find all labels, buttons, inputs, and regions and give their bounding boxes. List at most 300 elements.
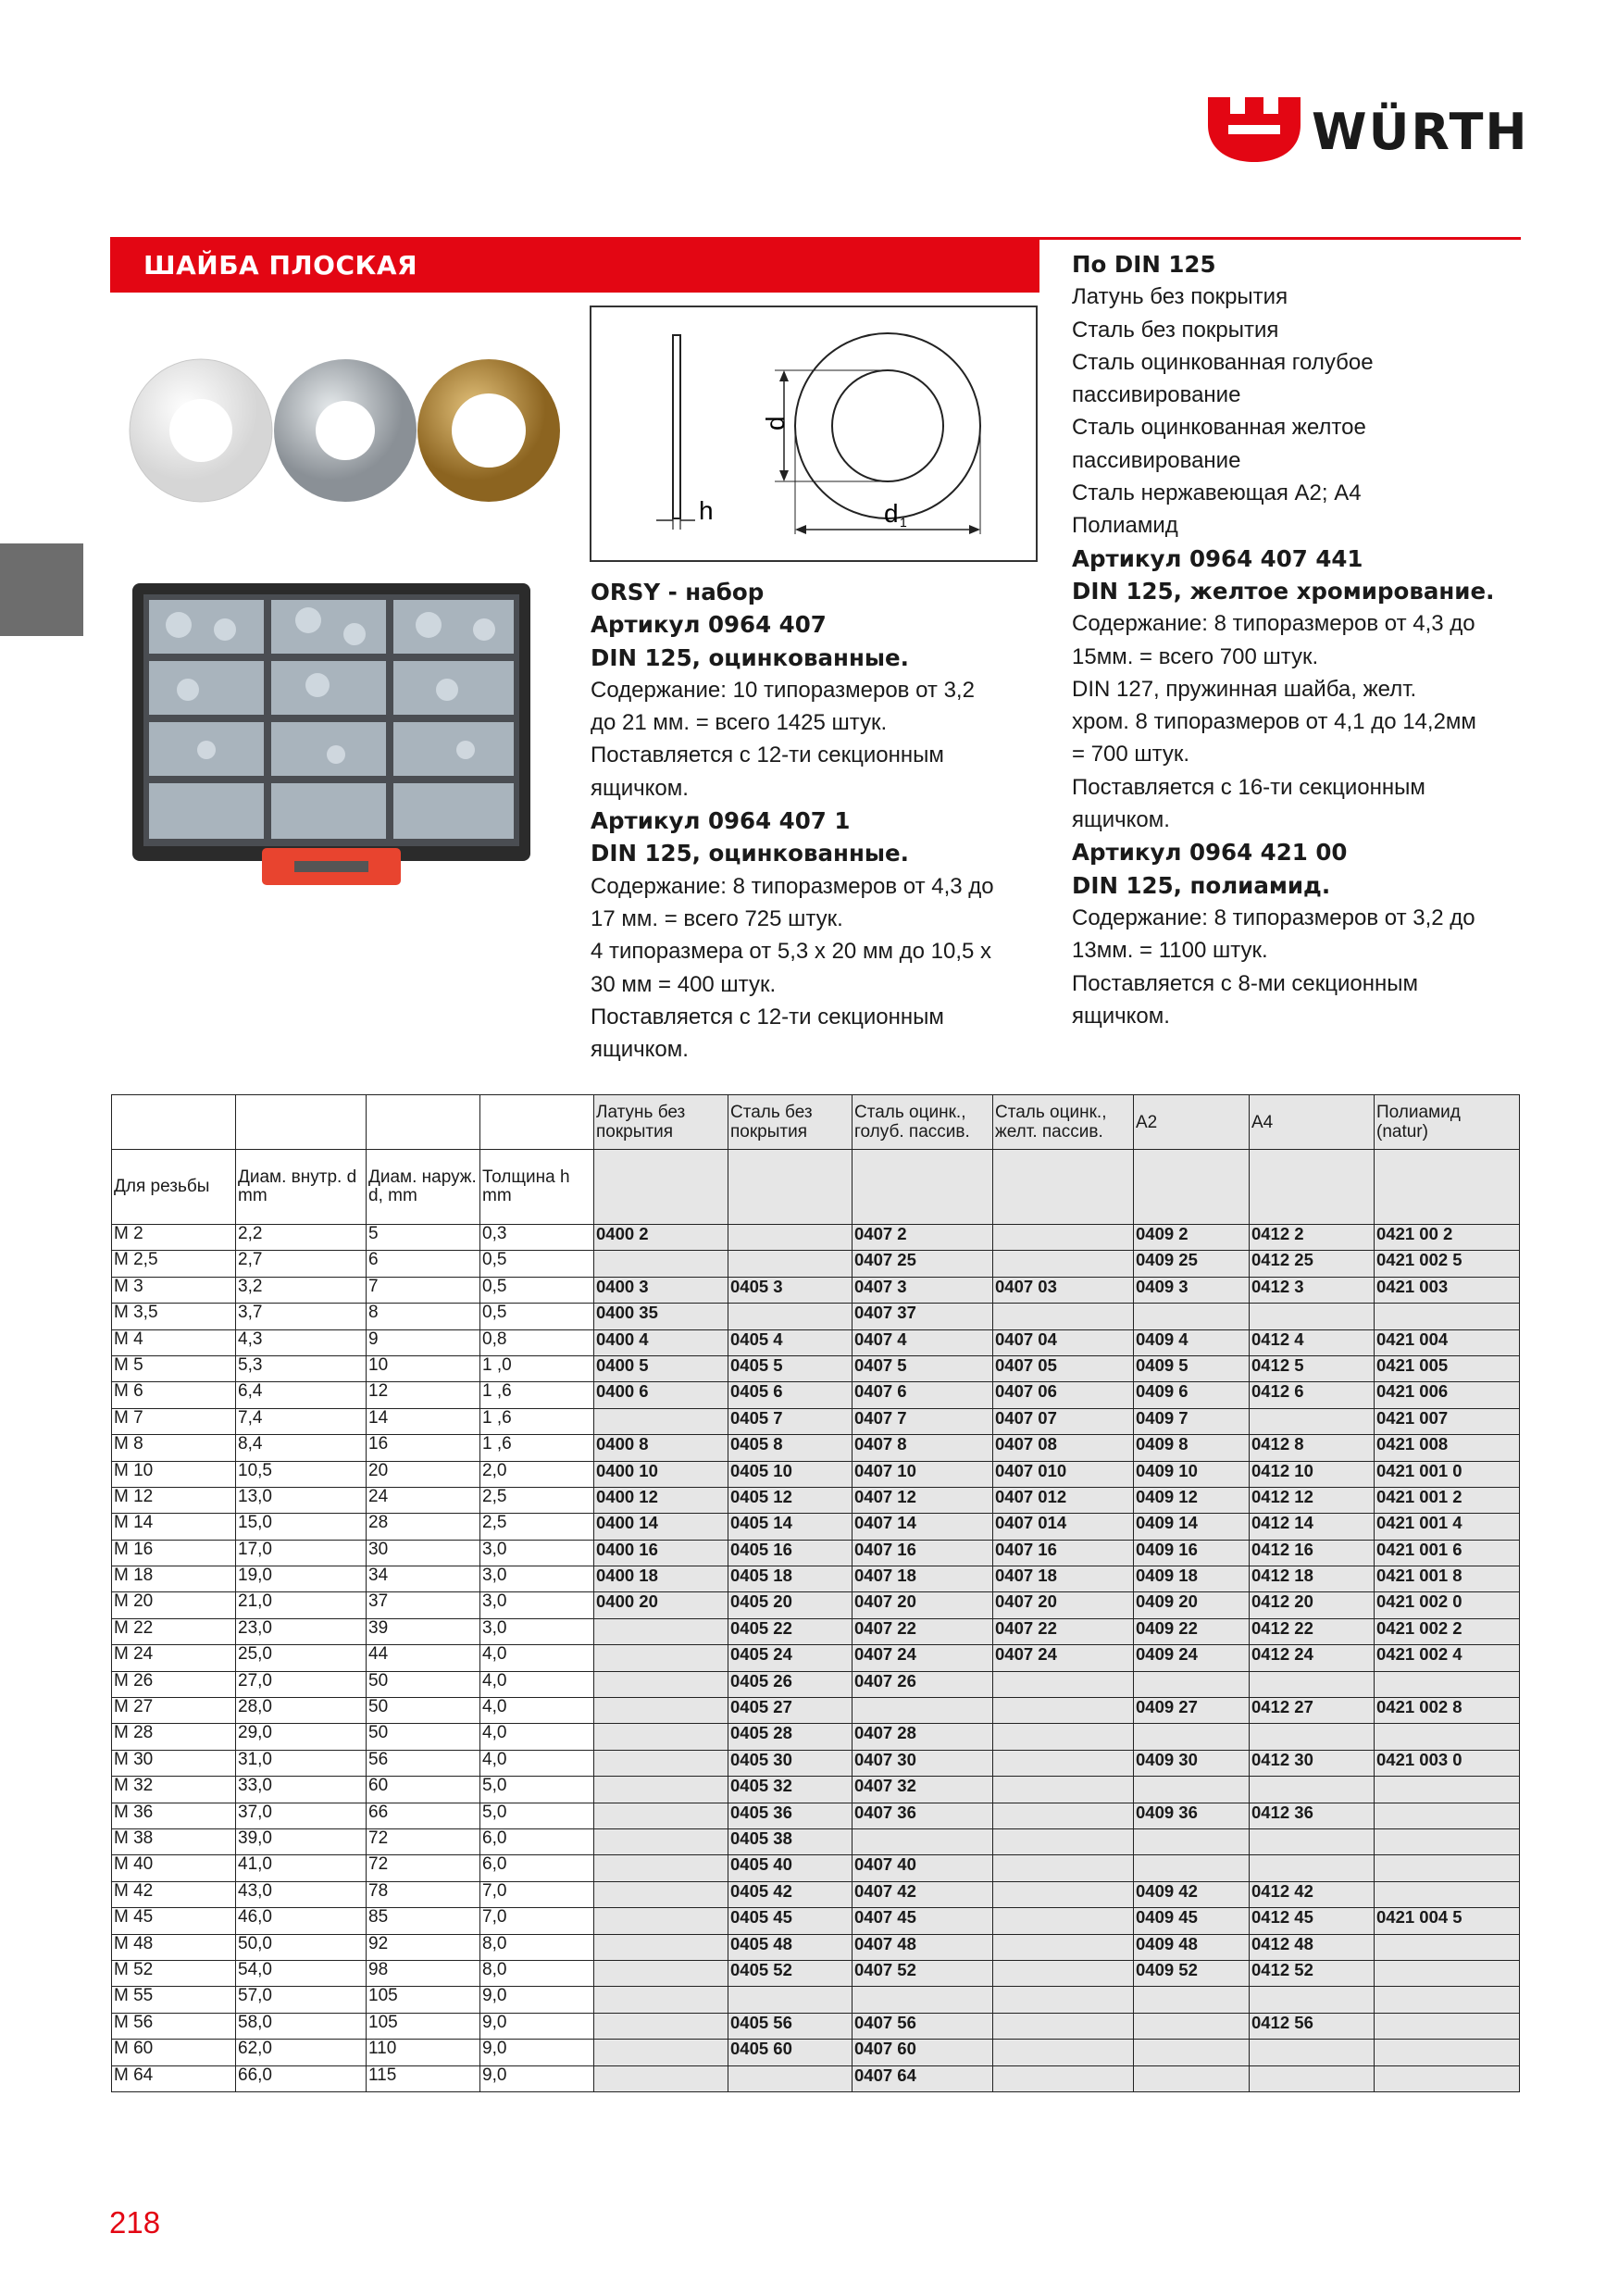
article-number-cell: 0400 4 [594, 1329, 728, 1355]
article-number-cell [993, 1960, 1134, 1986]
dimension-cell: 105 [367, 1987, 480, 2013]
article-number-cell: 0405 24 [728, 1645, 853, 1671]
article-number-cell [1375, 1828, 1520, 1854]
article-number-cell: 0400 10 [594, 1461, 728, 1487]
text-line: пассивирование [1072, 447, 1241, 473]
article-number-cell [1375, 1777, 1520, 1803]
article-number-cell [1134, 1777, 1250, 1803]
article-number-cell [1375, 1960, 1520, 1986]
header-empty-cell [1134, 1150, 1250, 1225]
dimension-cell: 1 ,0 [480, 1355, 594, 1381]
article-number-cell: 0407 22 [853, 1618, 993, 1644]
article-number-cell: 0407 07 [993, 1408, 1134, 1434]
article-number-cell [993, 1671, 1134, 1697]
bold-text-line: Артикул 0964 407 [591, 611, 827, 639]
article-number-cell: 0421 002 8 [1375, 1698, 1520, 1724]
dimension-cell: M 32 [112, 1777, 236, 1803]
dimension-cell: 57,0 [236, 1987, 367, 2013]
dimension-cell: 105 [367, 2013, 480, 2039]
header-empty-cell [112, 1095, 236, 1150]
article-number-cell: 0412 56 [1250, 2013, 1375, 2039]
dimension-cell: M 2 [112, 1225, 236, 1251]
article-number-cell: 0400 20 [594, 1592, 728, 1618]
material-header-cell: Сталь без покрытия [728, 1095, 853, 1150]
article-number-cell: 0407 26 [853, 1671, 993, 1697]
article-number-cell: 0412 27 [1250, 1698, 1375, 1724]
dimension-cell: M 48 [112, 1934, 236, 1960]
dimension-cell: 66 [367, 1803, 480, 1828]
dimension-cell: 33,0 [236, 1777, 367, 1803]
text-line: Полиамид [1072, 513, 1178, 539]
dimension-cell: 44 [367, 1645, 480, 1671]
article-number-cell: 0407 32 [853, 1777, 993, 1803]
table-row [112, 1960, 1520, 1986]
dimension-cell: 2,2 [236, 1225, 367, 1251]
text-line: хром. 8 типоразмеров от 4,1 до 14,2мм [1072, 709, 1476, 735]
dimension-cell: M 10 [112, 1461, 236, 1487]
label-d1: d [884, 499, 899, 528]
article-number-cell: 0412 16 [1250, 1540, 1375, 1566]
text-line: Латунь без покрытия [1072, 284, 1288, 310]
dimension-cell: 110 [367, 2040, 480, 2065]
text-line: = 700 штук. [1072, 742, 1190, 767]
text-line: Поставляется с 16-ти секционным [1072, 774, 1425, 800]
material-header-cell: A2 [1134, 1095, 1250, 1150]
table-row [112, 1724, 1520, 1750]
text-line: 4 типоразмера от 5,3 х 20 мм до 10,5 х [591, 939, 992, 965]
dimension-cell: 78 [367, 1881, 480, 1907]
article-number-cell: 0421 002 0 [1375, 1592, 1520, 1618]
dimension-cell: M 6 [112, 1382, 236, 1408]
dimension-cell: 92 [367, 1934, 480, 1960]
article-number-cell: 0407 18 [853, 1566, 993, 1592]
dimension-cell: M 38 [112, 1828, 236, 1854]
article-number-cell: 0407 3 [853, 1277, 993, 1303]
dimension-cell: 4,0 [480, 1671, 594, 1697]
article-number-cell [1375, 1934, 1520, 1960]
article-number-cell: 0412 48 [1250, 1934, 1375, 1960]
text-line: 15мм. = всего 700 штук. [1072, 643, 1319, 669]
text-line: ящичком. [591, 775, 689, 801]
table-header-row [112, 1150, 1520, 1225]
article-number-cell: 0421 004 [1375, 1329, 1520, 1355]
text-line: Сталь оцинкованная желтое [1072, 415, 1366, 441]
article-number-cell: 0405 10 [728, 1461, 853, 1487]
article-number-cell [594, 1908, 728, 1934]
header-empty-cell [728, 1150, 853, 1225]
article-number-cell: 0421 005 [1375, 1355, 1520, 1381]
article-number-cell: 0421 001 4 [1375, 1514, 1520, 1540]
article-number-cell [993, 1777, 1134, 1803]
article-number-cell: 0409 8 [1134, 1435, 1250, 1461]
bold-text-line: DIN 125, полиамид. [1072, 871, 1331, 899]
dimension-cell: 7,4 [236, 1408, 367, 1434]
dimension-cell: 0,8 [480, 1329, 594, 1355]
dimension-cell: 3,0 [480, 1618, 594, 1644]
article-number-cell [728, 2065, 853, 2091]
table-row [112, 2040, 1520, 2065]
article-number-cell: 0412 4 [1250, 1329, 1375, 1355]
article-number-cell: 0405 32 [728, 1777, 853, 1803]
dimension-cell: 4,0 [480, 1698, 594, 1724]
table-row [112, 1461, 1520, 1487]
dimension-cell: 29,0 [236, 1724, 367, 1750]
article-number-cell: 0407 05 [993, 1355, 1134, 1381]
article-number-cell [1250, 1987, 1375, 2013]
article-number-cell: 0412 24 [1250, 1645, 1375, 1671]
article-number-cell: 0400 12 [594, 1487, 728, 1513]
article-number-cell [993, 1934, 1134, 1960]
article-number-cell [993, 1304, 1134, 1329]
dimension-cell: M 5 [112, 1355, 236, 1381]
article-number-cell: 0405 56 [728, 2013, 853, 2039]
label-h: h [699, 496, 714, 525]
article-number-cell: 0412 18 [1250, 1566, 1375, 1592]
text-line: ящичком. [1072, 807, 1170, 833]
dimension-cell: 66,0 [236, 2065, 367, 2091]
article-number-cell: 0405 38 [728, 1828, 853, 1854]
text-line: 30 мм = 400 штук. [591, 971, 777, 997]
article-number-cell: 0412 36 [1250, 1803, 1375, 1828]
article-number-cell: 0407 20 [993, 1592, 1134, 1618]
dimension-cell: 9,0 [480, 1987, 594, 2013]
article-number-cell: 0412 20 [1250, 1592, 1375, 1618]
dimension-cell: 37 [367, 1592, 480, 1618]
table-row [112, 1355, 1520, 1381]
article-number-cell [1375, 1881, 1520, 1907]
article-number-cell [594, 1881, 728, 1907]
wurth-logo [1208, 97, 1529, 171]
dimension-cell: M 42 [112, 1881, 236, 1907]
article-number-cell: 0407 22 [993, 1618, 1134, 1644]
dimension-cell: 13,0 [236, 1487, 367, 1513]
article-number-cell: 0405 20 [728, 1592, 853, 1618]
dimension-cell: 9,0 [480, 2040, 594, 2065]
article-number-cell: 0409 7 [1134, 1408, 1250, 1434]
article-number-cell: 0412 30 [1250, 1750, 1375, 1776]
dimension-cell: 3,2 [236, 1277, 367, 1303]
article-number-cell: 0400 14 [594, 1514, 728, 1540]
article-number-cell: 0407 48 [853, 1934, 993, 1960]
text-line: ящичком. [591, 1037, 689, 1063]
dimension-cell: 3,0 [480, 1540, 594, 1566]
article-number-cell: 0407 06 [993, 1382, 1134, 1408]
dimension-cell: M 7 [112, 1408, 236, 1434]
article-number-cell: 0409 30 [1134, 1750, 1250, 1776]
article-number-cell: 0407 42 [853, 1881, 993, 1907]
dimension-cell: 19,0 [236, 1566, 367, 1592]
article-number-cell: 0407 18 [993, 1566, 1134, 1592]
dimension-header-cell: Диам. наруж. d, mm [367, 1150, 480, 1225]
article-number-cell [993, 2065, 1134, 2091]
article-number-cell: 0412 52 [1250, 1960, 1375, 1986]
table-row [112, 2065, 1520, 2091]
dimension-cell: 56 [367, 1750, 480, 1776]
table-row [112, 1592, 1520, 1618]
table-row [112, 1987, 1520, 2013]
dimension-cell: M 52 [112, 1960, 236, 1986]
article-number-cell [1250, 1304, 1375, 1329]
article-number-cell [594, 1750, 728, 1776]
article-number-cell [1375, 1987, 1520, 2013]
dimension-cell: M 28 [112, 1724, 236, 1750]
table-row [112, 1408, 1520, 1434]
article-number-cell: 0407 56 [853, 2013, 993, 2039]
article-number-cell: 0407 012 [993, 1487, 1134, 1513]
dimension-cell: 54,0 [236, 1960, 367, 1986]
table-row [112, 1435, 1520, 1461]
table-header-row [112, 1095, 1520, 1150]
article-number-cell: 0400 2 [594, 1225, 728, 1251]
article-number-cell [594, 1724, 728, 1750]
article-number-cell [594, 1408, 728, 1434]
article-number-cell [1250, 1855, 1375, 1881]
dimension-cell: 20 [367, 1461, 480, 1487]
article-number-cell: 0409 45 [1134, 1908, 1250, 1934]
article-number-cell [993, 1881, 1134, 1907]
orsy-set-description [591, 576, 1044, 1066]
bold-text-line: Артикул 0964 407 441 [1072, 544, 1363, 572]
label-d: d [761, 416, 790, 430]
side-tab-marker [0, 543, 83, 636]
article-number-cell: 0407 25 [853, 1251, 993, 1277]
article-number-cell: 0405 30 [728, 1750, 853, 1776]
bold-text-line: DIN 125, оцинкованные. [591, 643, 909, 671]
dimension-cell: 1 ,6 [480, 1435, 594, 1461]
dimension-cell: 30 [367, 1540, 480, 1566]
dimension-cell: M 14 [112, 1514, 236, 1540]
dimension-cell: 16 [367, 1435, 480, 1461]
dimension-cell: M 3,5 [112, 1304, 236, 1329]
dimension-cell: 3,0 [480, 1592, 594, 1618]
article-number-cell [1134, 1828, 1250, 1854]
dimension-cell: M 64 [112, 2065, 236, 2091]
article-number-cell: 0409 14 [1134, 1514, 1250, 1540]
article-number-cell [993, 2013, 1134, 2039]
dimension-cell: M 16 [112, 1540, 236, 1566]
article-number-cell: 0405 45 [728, 1908, 853, 1934]
bold-text-line: DIN 125, желтое хромирование. [1072, 577, 1495, 605]
article-number-cell: 0407 14 [853, 1514, 993, 1540]
article-number-cell [1375, 1304, 1520, 1329]
article-number-cell: 0407 16 [853, 1540, 993, 1566]
article-number-cell: 0407 5 [853, 1355, 993, 1381]
table-row [112, 1251, 1520, 1277]
article-number-cell [728, 1987, 853, 2013]
section-title: ШАЙБА ПЛОСКАЯ [143, 250, 418, 281]
article-number-cell: 0405 52 [728, 1960, 853, 1986]
article-number-cell: 0421 002 5 [1375, 1251, 1520, 1277]
wurth-logo-mark-icon [1208, 97, 1301, 162]
header-empty-cell [853, 1150, 993, 1225]
article-number-cell [594, 1855, 728, 1881]
article-number-cell: 0421 00 2 [1375, 1225, 1520, 1251]
dimension-cell: 5,3 [236, 1355, 367, 1381]
dimension-cell: 24 [367, 1487, 480, 1513]
article-number-cell: 0407 36 [853, 1803, 993, 1828]
article-number-cell: 0421 004 5 [1375, 1908, 1520, 1934]
dimension-cell: 31,0 [236, 1750, 367, 1776]
article-number-cell: 0405 3 [728, 1277, 853, 1303]
dimension-cell: 7,0 [480, 1908, 594, 1934]
table-row [112, 1487, 1520, 1513]
article-number-cell [1134, 1855, 1250, 1881]
article-number-cell: 0400 16 [594, 1540, 728, 1566]
dimension-cell: 1 ,6 [480, 1408, 594, 1434]
label-d1-subscript: 1 [900, 515, 907, 530]
article-number-cell [594, 1828, 728, 1854]
table-row [112, 1881, 1520, 1907]
dimension-cell: 10,5 [236, 1461, 367, 1487]
dimension-cell: 4,0 [480, 1724, 594, 1750]
dimension-cell: 50 [367, 1698, 480, 1724]
dimension-cell: 2,5 [480, 1514, 594, 1540]
article-number-cell [728, 1225, 853, 1251]
article-number-cell: 0421 003 0 [1375, 1750, 1520, 1776]
article-number-cell [853, 1987, 993, 2013]
article-number-cell [1134, 2040, 1250, 2065]
article-number-cell: 0407 30 [853, 1750, 993, 1776]
article-number-cell [594, 1960, 728, 1986]
article-number-cell: 0412 22 [1250, 1618, 1375, 1644]
dimension-cell: 5,0 [480, 1777, 594, 1803]
article-number-cell [1375, 2013, 1520, 2039]
dimension-cell: M 4 [112, 1329, 236, 1355]
article-number-cell: 0405 18 [728, 1566, 853, 1592]
article-number-cell [1134, 1724, 1250, 1750]
dimension-cell: M 36 [112, 1803, 236, 1828]
article-number-cell: 0400 5 [594, 1355, 728, 1381]
article-number-cell: 0405 8 [728, 1435, 853, 1461]
dimension-cell: 37,0 [236, 1803, 367, 1828]
article-number-cell: 0412 5 [1250, 1355, 1375, 1381]
dimension-cell: 21,0 [236, 1592, 367, 1618]
dimension-cell: 72 [367, 1855, 480, 1881]
text-line: Поставляется с 12-ти секционным [591, 742, 944, 768]
dimension-cell: M 18 [112, 1566, 236, 1592]
article-number-cell [1375, 1855, 1520, 1881]
article-number-cell: 0407 04 [993, 1329, 1134, 1355]
article-number-cell: 0421 002 2 [1375, 1618, 1520, 1644]
table-row [112, 1225, 1520, 1251]
article-number-cell [594, 1777, 728, 1803]
article-number-cell: 0407 16 [993, 1540, 1134, 1566]
table-row [112, 1277, 1520, 1303]
table-row [112, 1777, 1520, 1803]
article-number-cell: 0400 6 [594, 1382, 728, 1408]
article-number-cell: 0409 25 [1134, 1251, 1250, 1277]
dimension-cell: 5,0 [480, 1803, 594, 1828]
dimension-cell: 50 [367, 1724, 480, 1750]
bold-text-line: Артикул 0964 407 1 [591, 807, 851, 835]
article-number-cell: 0405 5 [728, 1355, 853, 1381]
section-title-bar [110, 237, 1039, 293]
dimension-cell: 3,0 [480, 1566, 594, 1592]
dimension-cell: 46,0 [236, 1908, 367, 1934]
article-number-cell [1375, 1671, 1520, 1697]
article-number-cell: 0405 36 [728, 1803, 853, 1828]
table-row [112, 1803, 1520, 1828]
dimension-cell: M 30 [112, 1750, 236, 1776]
dimension-cell: 43,0 [236, 1881, 367, 1907]
dimension-cell: 27,0 [236, 1671, 367, 1697]
article-number-cell [1134, 2065, 1250, 2091]
dimension-cell: 12 [367, 1382, 480, 1408]
header-empty-cell [236, 1095, 367, 1150]
article-number-cell: 0405 26 [728, 1671, 853, 1697]
table-row [112, 1645, 1520, 1671]
article-number-cell [993, 1251, 1134, 1277]
dimension-cell: 0,3 [480, 1225, 594, 1251]
article-number-cell: 0409 2 [1134, 1225, 1250, 1251]
article-number-cell: 0409 27 [1134, 1698, 1250, 1724]
dimension-header-cell: Для резьбы [112, 1150, 236, 1225]
dimension-cell: M 56 [112, 2013, 236, 2039]
dimension-cell: 0,5 [480, 1251, 594, 1277]
article-number-cell: 0405 42 [728, 1881, 853, 1907]
top-rule [1039, 237, 1521, 240]
dimension-cell: 23,0 [236, 1618, 367, 1644]
dimension-cell: 0,5 [480, 1304, 594, 1329]
dimension-cell: 6,0 [480, 1855, 594, 1881]
article-number-cell: 0405 28 [728, 1724, 853, 1750]
article-number-cell: 0407 8 [853, 1435, 993, 1461]
dimension-cell: M 8 [112, 1435, 236, 1461]
material-header-cell: Сталь оцинк., желт. пассив. [993, 1095, 1134, 1150]
table-row [112, 1828, 1520, 1854]
article-number-cell: 0405 12 [728, 1487, 853, 1513]
dimension-cell: 50 [367, 1671, 480, 1697]
dimension-cell: 8,0 [480, 1934, 594, 1960]
article-number-cell: 0400 8 [594, 1435, 728, 1461]
article-number-cell: 0407 45 [853, 1908, 993, 1934]
dimension-cell: 9,0 [480, 2065, 594, 2091]
text-line: 17 мм. = всего 725 штук. [591, 905, 843, 931]
dimension-cell: M 24 [112, 1645, 236, 1671]
article-number-cell: 0405 48 [728, 1934, 853, 1960]
dimension-cell: 6,4 [236, 1382, 367, 1408]
page-number: 218 [109, 2205, 161, 2240]
article-number-cell [728, 1304, 853, 1329]
text-line: пассивирование [1072, 382, 1241, 408]
table-row [112, 1618, 1520, 1644]
dimension-cell: 0,5 [480, 1277, 594, 1303]
washers-photo [125, 352, 565, 509]
table-row [112, 1329, 1520, 1355]
material-header-cell: Латунь без покрытия [594, 1095, 728, 1150]
article-number-cell: 0412 2 [1250, 1225, 1375, 1251]
article-number-cell: 0405 14 [728, 1514, 853, 1540]
bold-text-line: DIN 125, оцинкованные. [591, 840, 909, 867]
bold-text-line: Артикул 0964 421 00 [1072, 839, 1348, 867]
article-number-cell: 0412 42 [1250, 1881, 1375, 1907]
table-row [112, 1566, 1520, 1592]
article-number-cell [594, 1251, 728, 1277]
dimension-cell: 8,4 [236, 1435, 367, 1461]
article-number-cell: 0405 60 [728, 2040, 853, 2065]
dimension-header-cell: Диам. внутр. d mm [236, 1150, 367, 1225]
table-row [112, 2013, 1520, 2039]
text-line: Содержание: 10 типоразмеров от 3,2 [591, 677, 975, 703]
text-line: Содержание: 8 типоразмеров от 4,3 до [1072, 611, 1475, 637]
dimension-cell: 17,0 [236, 1540, 367, 1566]
article-number-cell: 0412 25 [1250, 1251, 1375, 1277]
table-row [112, 1540, 1520, 1566]
text-line: Содержание: 8 типоразмеров от 3,2 до [1072, 905, 1475, 930]
dimension-cell: 85 [367, 1908, 480, 1934]
article-number-cell [993, 1724, 1134, 1750]
dimension-cell: 3,7 [236, 1304, 367, 1329]
